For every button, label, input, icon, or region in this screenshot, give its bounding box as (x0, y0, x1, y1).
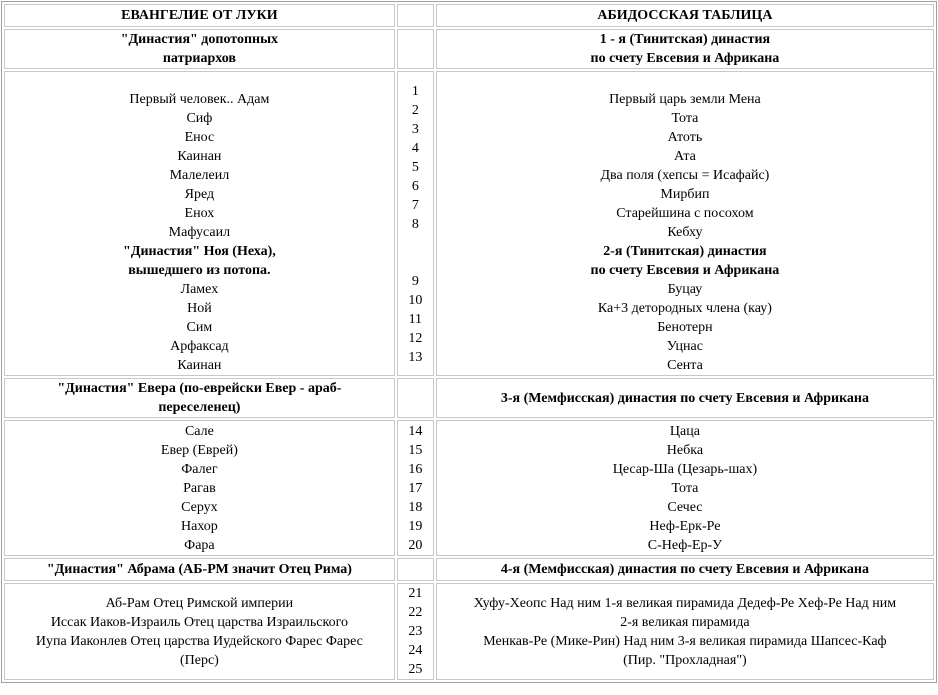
list-item: 2-я (Тинитская) династия (603, 244, 767, 259)
section2-right-title: 3-я (Мемфисская) династия по счету Евсевия и Африкана (436, 378, 934, 418)
row-number: 8 (411, 217, 419, 232)
section2-middle-empty (397, 378, 434, 418)
list-item: Малелеил (169, 168, 230, 183)
row-number: 24 (408, 643, 423, 658)
list-item: Сента (667, 358, 703, 373)
list-item: Цаца (669, 423, 700, 439)
list-item: Иссак Иаков-Израиль Отец царства Израильского (50, 614, 348, 630)
row-number: 5 (411, 160, 419, 175)
list-item: Сим (186, 320, 213, 335)
list-item: Сале (184, 423, 214, 439)
list-item: вышедшего из потопа. (128, 263, 271, 278)
list-item: Арфаксад (170, 339, 229, 354)
section3-left-title: "Династия" Абрама (АБ-РМ значит Отец Рима) (4, 558, 395, 581)
section3-right-title: 4-я (Мемфисская) династия по счету Евсевия и Африкана (436, 558, 934, 581)
header-left: ЕВАНГЕЛИЕ ОТ ЛУКИ (4, 4, 395, 27)
row-number: 12 (408, 331, 423, 346)
comparison-table (1, 1, 937, 683)
section2-left-list (4, 420, 395, 556)
section3-left-list (4, 583, 395, 680)
list-item: по счету Евсевия и Африкана (590, 263, 780, 278)
row-number: 19 (408, 518, 423, 534)
row-number: 6 (411, 179, 419, 194)
list-item: Ламех (180, 282, 219, 297)
row-number: 14 (408, 423, 423, 439)
section1-body-row (4, 71, 934, 376)
section2-right-list (436, 420, 934, 556)
list-item: Аб-Рам Отец Римской империи (105, 595, 294, 611)
row-number: 17 (408, 480, 423, 496)
row-number: 9 (411, 274, 419, 289)
row-number: 23 (408, 624, 423, 639)
row-number: 25 (408, 662, 423, 677)
section1-middle-empty (397, 29, 434, 69)
row-number: 21 (408, 586, 423, 601)
section3-title-row (4, 558, 934, 581)
list-item: Сиф (186, 111, 213, 126)
list-item: Иупа Иаконлев Отец царства Иудейского Фарес Фарес (35, 633, 363, 649)
list-item: Серух (181, 499, 218, 515)
row-number: 1 (411, 84, 419, 99)
list-item: Тота (671, 480, 699, 496)
row-number: 10 (408, 293, 423, 308)
list-item: Уцнас (666, 339, 703, 354)
row-number: 3 (411, 122, 419, 137)
section1-left-list (4, 71, 395, 376)
list-item: Фара (184, 537, 215, 553)
list-item: Мирбип (660, 187, 710, 202)
row-number: 18 (408, 499, 423, 515)
list-item: Сечес (667, 499, 703, 515)
section1-right-title: 1 - я (Тинитская) династия по счету Евсевия и Африкана (436, 29, 934, 69)
header-row (4, 4, 934, 27)
header-right: АБИДОССКАЯ ТАБЛИЦА (436, 4, 934, 27)
list-item: Евер (Еврей) (160, 442, 238, 458)
list-item: Бенотерн (657, 320, 713, 335)
row-number: 20 (408, 537, 423, 553)
row-number: 16 (408, 461, 423, 477)
list-item: Первый царь земли Мена (609, 92, 761, 107)
row-number: 13 (408, 350, 423, 365)
section2-numbers (397, 420, 434, 556)
list-item: Старейшина с посохом (616, 206, 754, 221)
list-item: Менкав-Ре (Мике-Рин) Над ним 3-я великая пирамида Шапсес-Каф (483, 633, 887, 649)
list-item: Фалег (181, 461, 218, 477)
list-item: Каинан (177, 358, 222, 373)
list-item: (Перс) (179, 652, 219, 668)
section1-title-row (4, 29, 934, 69)
list-item: Енос (184, 130, 215, 145)
list-item: Цесар-Ша (Цезарь-шах) (612, 461, 758, 477)
list-item: Ата (673, 149, 696, 164)
list-item: Яред (184, 187, 215, 202)
section2-title-row (4, 378, 934, 418)
row-number: 15 (408, 442, 423, 458)
header-middle (397, 4, 434, 27)
number-gap (400, 234, 431, 272)
list-item: Первый человек.. Адам (129, 92, 270, 107)
row-number: 22 (408, 605, 423, 620)
section3-middle-empty (397, 558, 434, 581)
list-item: Неф-Ерк-Ре (649, 518, 721, 534)
list-item: С-Неф-Ер-У (647, 537, 723, 553)
section3-right-list (436, 583, 934, 680)
row-number: 11 (408, 312, 423, 327)
list-item: "Династия" Ноя (Неха), (123, 244, 276, 259)
list-item: Хуфу-Хеопс Над ним 1-я великая пирамида Дедеф-Ре Хеф-Ре Над ним (473, 595, 897, 611)
list-item: Енох (184, 206, 215, 221)
list-item: Каинан (177, 149, 222, 164)
section2-body-row (4, 420, 934, 556)
section2-left-title: "Династия" Евера (по-еврейски Евер - араб- переселенец) (4, 378, 395, 418)
list-item: Два поля (хепсы = Исафайс) (600, 168, 770, 183)
list-item: Небка (666, 442, 704, 458)
section1-left-title: "Династия" допотопных патриархов (4, 29, 395, 69)
list-item: Ной (187, 301, 212, 316)
list-item: Нахор (181, 518, 218, 534)
section3-numbers (397, 583, 434, 680)
row-number: 4 (411, 141, 419, 156)
list-item: Мафусаил (168, 225, 231, 240)
list-item: Рагав (183, 480, 216, 496)
list-item: Тота (671, 111, 699, 126)
list-item: Буцау (667, 282, 703, 297)
row-number: 2 (411, 103, 419, 118)
section1-right-list (436, 71, 934, 376)
list-item: Кебху (667, 225, 703, 240)
row-number: 7 (411, 198, 419, 213)
list-item: Ка+3 детородных члена (кау) (597, 301, 772, 316)
section3-body-row (4, 583, 934, 680)
list-item: Атоть (667, 130, 703, 145)
list-item: (Пир. "Прохладная") (623, 652, 747, 668)
section1-numbers (397, 71, 434, 376)
list-item: 2-я великая пирамида (620, 614, 750, 630)
